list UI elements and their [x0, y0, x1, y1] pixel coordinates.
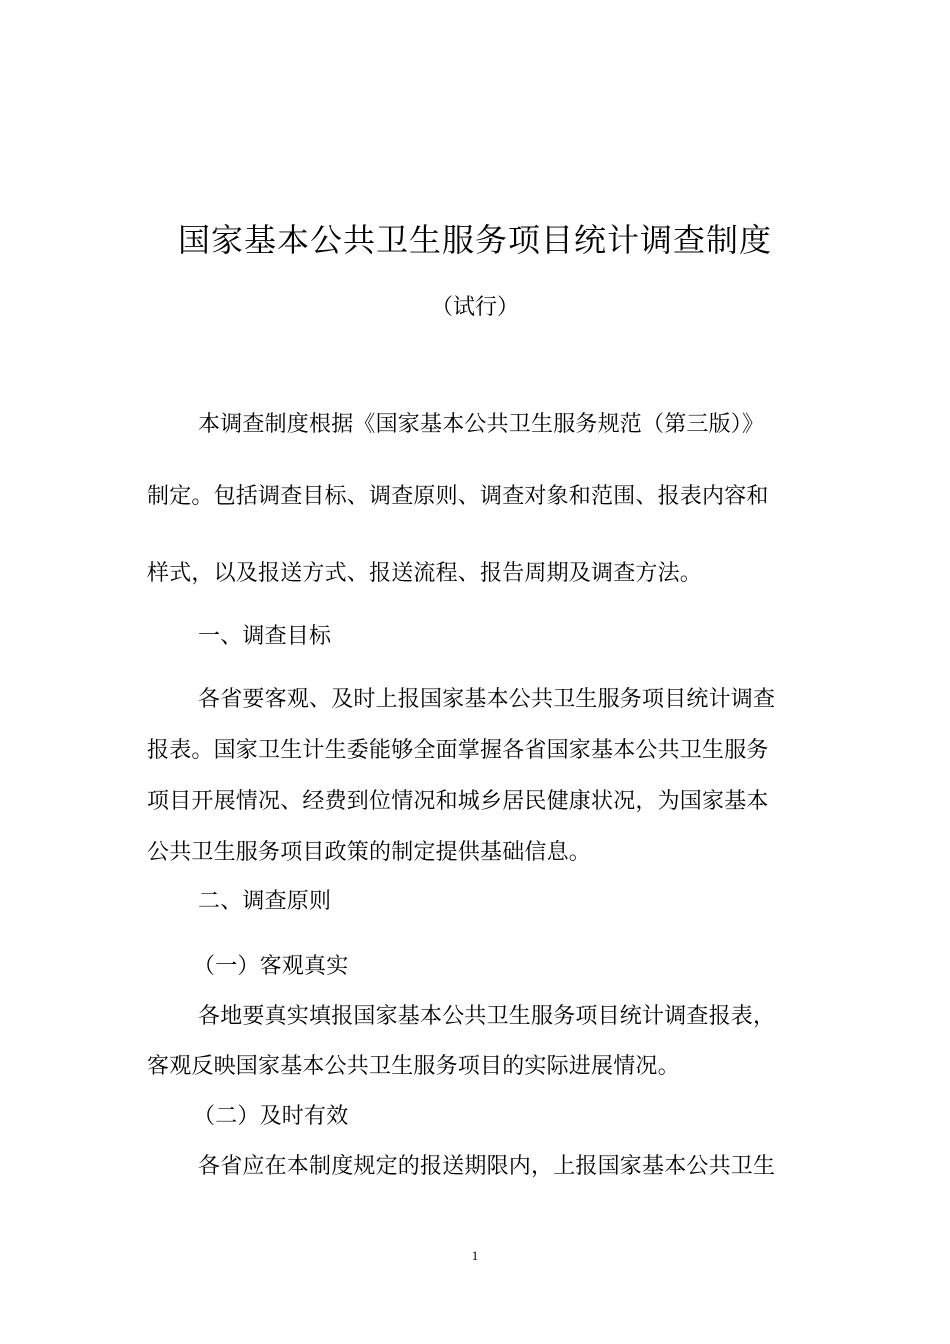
section-heading-2: 二、调查原则: [198, 889, 332, 914]
paragraph-intro-line-2: 制定。包括调查目标、调查原则、调查对象和范围、报表内容和: [147, 484, 769, 509]
paragraph-goal-line-1: 各省要客观、及时上报国家基本公共卫生服务项目统计调查: [198, 687, 776, 712]
document-title: 国家基本公共卫生服务项目统计调查制度: [177, 221, 772, 259]
paragraph-objective-line-2: 客观反映国家基本公共卫生服务项目的实际进展情况。: [147, 1054, 680, 1079]
paragraph-goal-line-2: 报表。国家卫生计生委能够全面掌握各省国家基本公共卫生服务: [147, 738, 769, 763]
paragraph-timely-line-1: 各省应在本制度规定的报送期限内，上报国家基本公共卫生: [198, 1154, 776, 1179]
paragraph-goal-line-3: 项目开展情况、经费到位情况和城乡居民健康状况，为国家基本: [147, 789, 769, 814]
subsection-heading-1: （一）客观真实: [193, 954, 349, 979]
paragraph-intro-line-3: 样式，以及报送方式、报送流程、报告周期及调查方法。: [147, 561, 703, 586]
paragraph-intro-line-1: 本调查制度根据《国家基本公共卫生服务规范（第三版）》: [198, 412, 765, 437]
document-subtitle: （试行）: [430, 295, 519, 320]
section-heading-1: 一、调查目标: [198, 624, 332, 649]
paragraph-objective-line-1: 各地要真实填报国家基本公共卫生服务项目统计调查报表，: [198, 1004, 776, 1029]
subsection-heading-2: （二）及时有效: [193, 1104, 349, 1129]
paragraph-goal-line-4: 公共卫生服务项目政策的制定提供基础信息。: [147, 840, 592, 865]
page-number: 1: [471, 1248, 479, 1263]
